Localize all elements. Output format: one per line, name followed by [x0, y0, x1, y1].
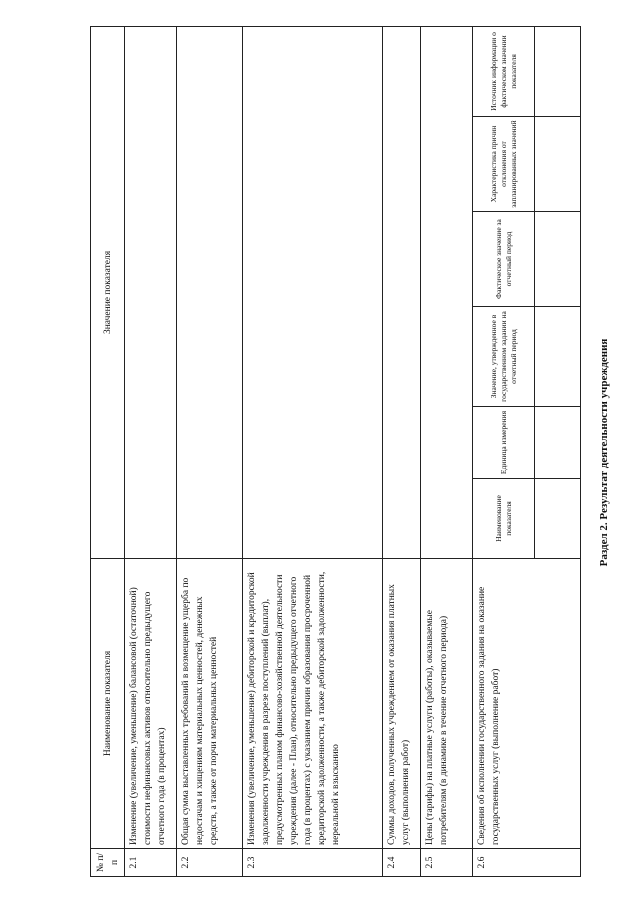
- row-text: Сведения об исполнении государственного задания на оказание государственных услуг (выполнение работ): [473, 559, 581, 849]
- row-num: 2.3: [243, 849, 383, 877]
- header-name: Наименование показателя: [91, 559, 125, 849]
- subheader-source: Источник информации о фактическом значении показателя: [473, 26, 535, 116]
- row-num: 2.1: [125, 849, 177, 877]
- table-row: [473, 26, 535, 876]
- empty-cell: [535, 117, 581, 212]
- header-value: Значение показателя: [91, 26, 125, 558]
- row-text: Изменение (увеличение, уменьшение) балансовой (остаточной) стоимости нефинансовых активов относительно предыдущего отчетного года (в процентах): [125, 559, 177, 849]
- header-row: [91, 26, 125, 876]
- row-text: Изменения (увеличение, уменьшение) дебиторской и кредиторской задолженности учреждения в разрезе поступлений (выплат), предусмотренных планом финансово-хозяйственной деятельности учреждения (далее - План), относительно предыдущего отчетного года (в процентах) с указанием причин образования просроченной кредиторской задолженности, а также дебиторской задолженности, нереальной к взысканию: [243, 559, 383, 849]
- row-value: [383, 26, 421, 558]
- row-num: 2.5: [421, 849, 473, 877]
- row-value: [421, 26, 473, 558]
- empty-cell: [535, 212, 581, 307]
- table-row: [177, 26, 243, 876]
- results-table: [90, 26, 581, 877]
- row-text: Суммы доходов, полученных учреждением от оказания платных услуг (выполнения работ): [383, 559, 421, 849]
- subheader-planned: Значение, утвержденное в государственном задании на отчетный период: [473, 307, 535, 407]
- empty-cell: [535, 407, 581, 479]
- header-num: № п/п: [91, 849, 125, 877]
- subheader-deviation: Характеристика причин отклонения от запланированных значений: [473, 117, 535, 212]
- row-value: [125, 26, 177, 558]
- subheader-name: Наименование показателя: [473, 479, 535, 559]
- subheader-actual: Фактическое значение за отчетный период: [473, 212, 535, 307]
- row-text: Цены (тарифы) на платные услуги (работы), оказываемые потребителям (в динамике в течение отчетного периода): [421, 559, 473, 849]
- empty-cell: [535, 26, 581, 116]
- table-row: [421, 26, 473, 876]
- row-value: [177, 26, 243, 558]
- table-row: [125, 26, 177, 876]
- subheader-unit: Единица измерения: [473, 407, 535, 479]
- table-row: [383, 26, 421, 876]
- row-num: 2.2: [177, 849, 243, 877]
- empty-cell: [535, 307, 581, 407]
- section-title: Раздел 2. Результат деятельности учреждения: [598, 338, 610, 567]
- row-text: Общая сумма выставленных требований в возмещение ущерба по недостачам и хищениям материальных ценностей, денежных средств, а также от порчи материальных ценностей: [177, 559, 243, 849]
- empty-cell: [535, 479, 581, 559]
- row-num: 2.6: [473, 849, 581, 877]
- row-value: [243, 26, 383, 558]
- table-row: [243, 26, 383, 876]
- row-num: 2.4: [383, 849, 421, 877]
